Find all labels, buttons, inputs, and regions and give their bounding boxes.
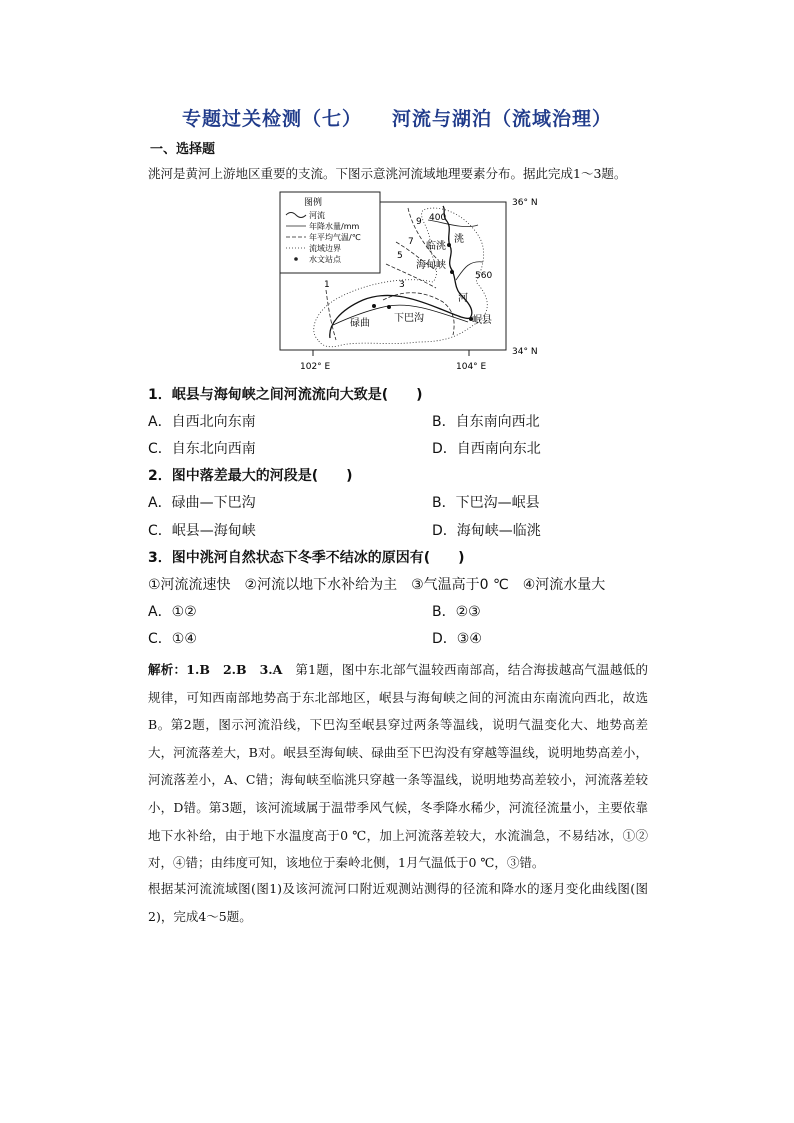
station-haidianxia	[450, 270, 454, 274]
label-temp-7: 7	[408, 237, 414, 247]
label-temp-1: 1	[324, 280, 330, 290]
q2-option-c: C．岷县—海甸峡	[148, 523, 256, 539]
lon-right-label: 104° E	[456, 362, 487, 370]
page-title	[0, 104, 794, 131]
legend-temp: 年平均气温/℃	[309, 233, 361, 242]
label-temp-5: 5	[397, 251, 403, 261]
station-luqu	[372, 304, 376, 308]
taohe-basin-map	[278, 190, 568, 370]
legend-station: 水文站点	[309, 255, 341, 264]
label-lintao: 临洮	[426, 241, 446, 252]
label-luqu: 碌曲	[350, 318, 370, 329]
station-xiabagou	[387, 305, 391, 309]
legend-title: 图例	[304, 198, 323, 208]
q1-option-b: B．自东南向西北	[432, 414, 540, 430]
label-xiabagou: 下巴沟	[394, 313, 424, 324]
q1-option-c: C．自东北向西南	[148, 441, 256, 457]
q1-option-a: A．自西北向东南	[148, 414, 256, 430]
question-3-stem: 3．图中洮河自然状态下冬季不结冰的原因有( )	[148, 550, 465, 566]
q1-option-d: D．自西南向东北	[432, 441, 541, 457]
q2-option-a: A．碌曲—下巴沟	[148, 495, 256, 511]
label-temp-3: 3	[399, 280, 405, 290]
title-right: 河流与湖泊（流域治理）	[392, 108, 613, 130]
section-heading: 一、选择题	[150, 142, 216, 157]
q2-option-b: B．下巴沟—岷县	[432, 495, 540, 511]
q3-option-c: C．①④	[148, 631, 197, 647]
q3-option-b: B．②③	[432, 604, 481, 620]
lat-top-label: 36° N	[512, 198, 538, 208]
analysis-body: 第1题，图中东北部气温较西南部高，结合海拔越高气温越低的规律，可知西南部地势高于东北部地区，岷县与海甸峡之间的河流由东南流向西北，故选B。第2题，图示河流沿线，下巴沟至岷县穿过两条等温线，说明气温变化大、地势高差大，河流落差大，B对。岷县至海甸峡、碌曲至下巴沟没有穿越等温线，说明地势高差小，河流落差小，A、C错；海甸峡至临洮只穿越一条等温线，说明地势高差较小，河流落差较小，D错。第3题，该河流域属于温带季风气候，冬季降水稀少，河流径流量小，主要依靠地下水补给，由于地下水温度高于0 ℃，加上河流落差较大，水流湍急，不易结冰，①②对，④错；由纬度可知，该地位于秦岭北侧，1月气温低于0 ℃，③错。	[148, 662, 648, 871]
q3-items-line: ①河流流速快 ②河流以地下水补给为主 ③气温高于0 ℃ ④河流水量大	[148, 577, 606, 593]
label-haidianxia: 海甸峡	[416, 260, 446, 271]
question-1-stem: 1．岷县与海甸峡之间河流流向大致是( )	[148, 387, 423, 403]
lon-left-label: 102° E	[300, 362, 331, 370]
legend-station-symbol	[294, 257, 298, 261]
label-560: 560	[475, 271, 493, 281]
isotherm-1	[326, 290, 336, 340]
legend-boundary: 流域边界	[309, 244, 341, 253]
analysis-paragraph	[148, 656, 648, 877]
label-river-char-2: 河	[458, 293, 468, 304]
q2-option-d: D．海甸峡—临洮	[432, 523, 541, 539]
question-2-stem: 2．图中落差最大的河段是( )	[148, 468, 353, 484]
lat-bottom-label: 34° N	[512, 347, 538, 357]
legend-precip: 年降水量/mm	[309, 222, 360, 231]
label-river-char-1: 洮	[454, 234, 464, 245]
q3-option-d: D．③④	[432, 631, 482, 647]
intro-text: 洮河是黄河上游地区重要的支流。下图示意洮河流域地理要素分布。据此完成1～3题。	[148, 166, 627, 181]
legend-river: 河流	[309, 211, 325, 220]
analysis-answers: 1.B 2.B 3.A	[186, 662, 283, 677]
title-left: 专题过关检测（七）	[181, 108, 362, 130]
label-temp-9: 9	[416, 217, 422, 227]
label-minxian: 岷县	[472, 315, 492, 326]
next-intro-text: 根据某河流流域图(图1)及该河流河口附近观测站测得的径流和降水的逐月变化曲线图(图2)，完成4～5题。	[148, 881, 648, 924]
label-400: 400	[429, 213, 447, 223]
analysis-label: 解析：	[148, 662, 187, 677]
station-lintao	[447, 243, 451, 247]
q3-option-a: A．①②	[148, 604, 197, 620]
